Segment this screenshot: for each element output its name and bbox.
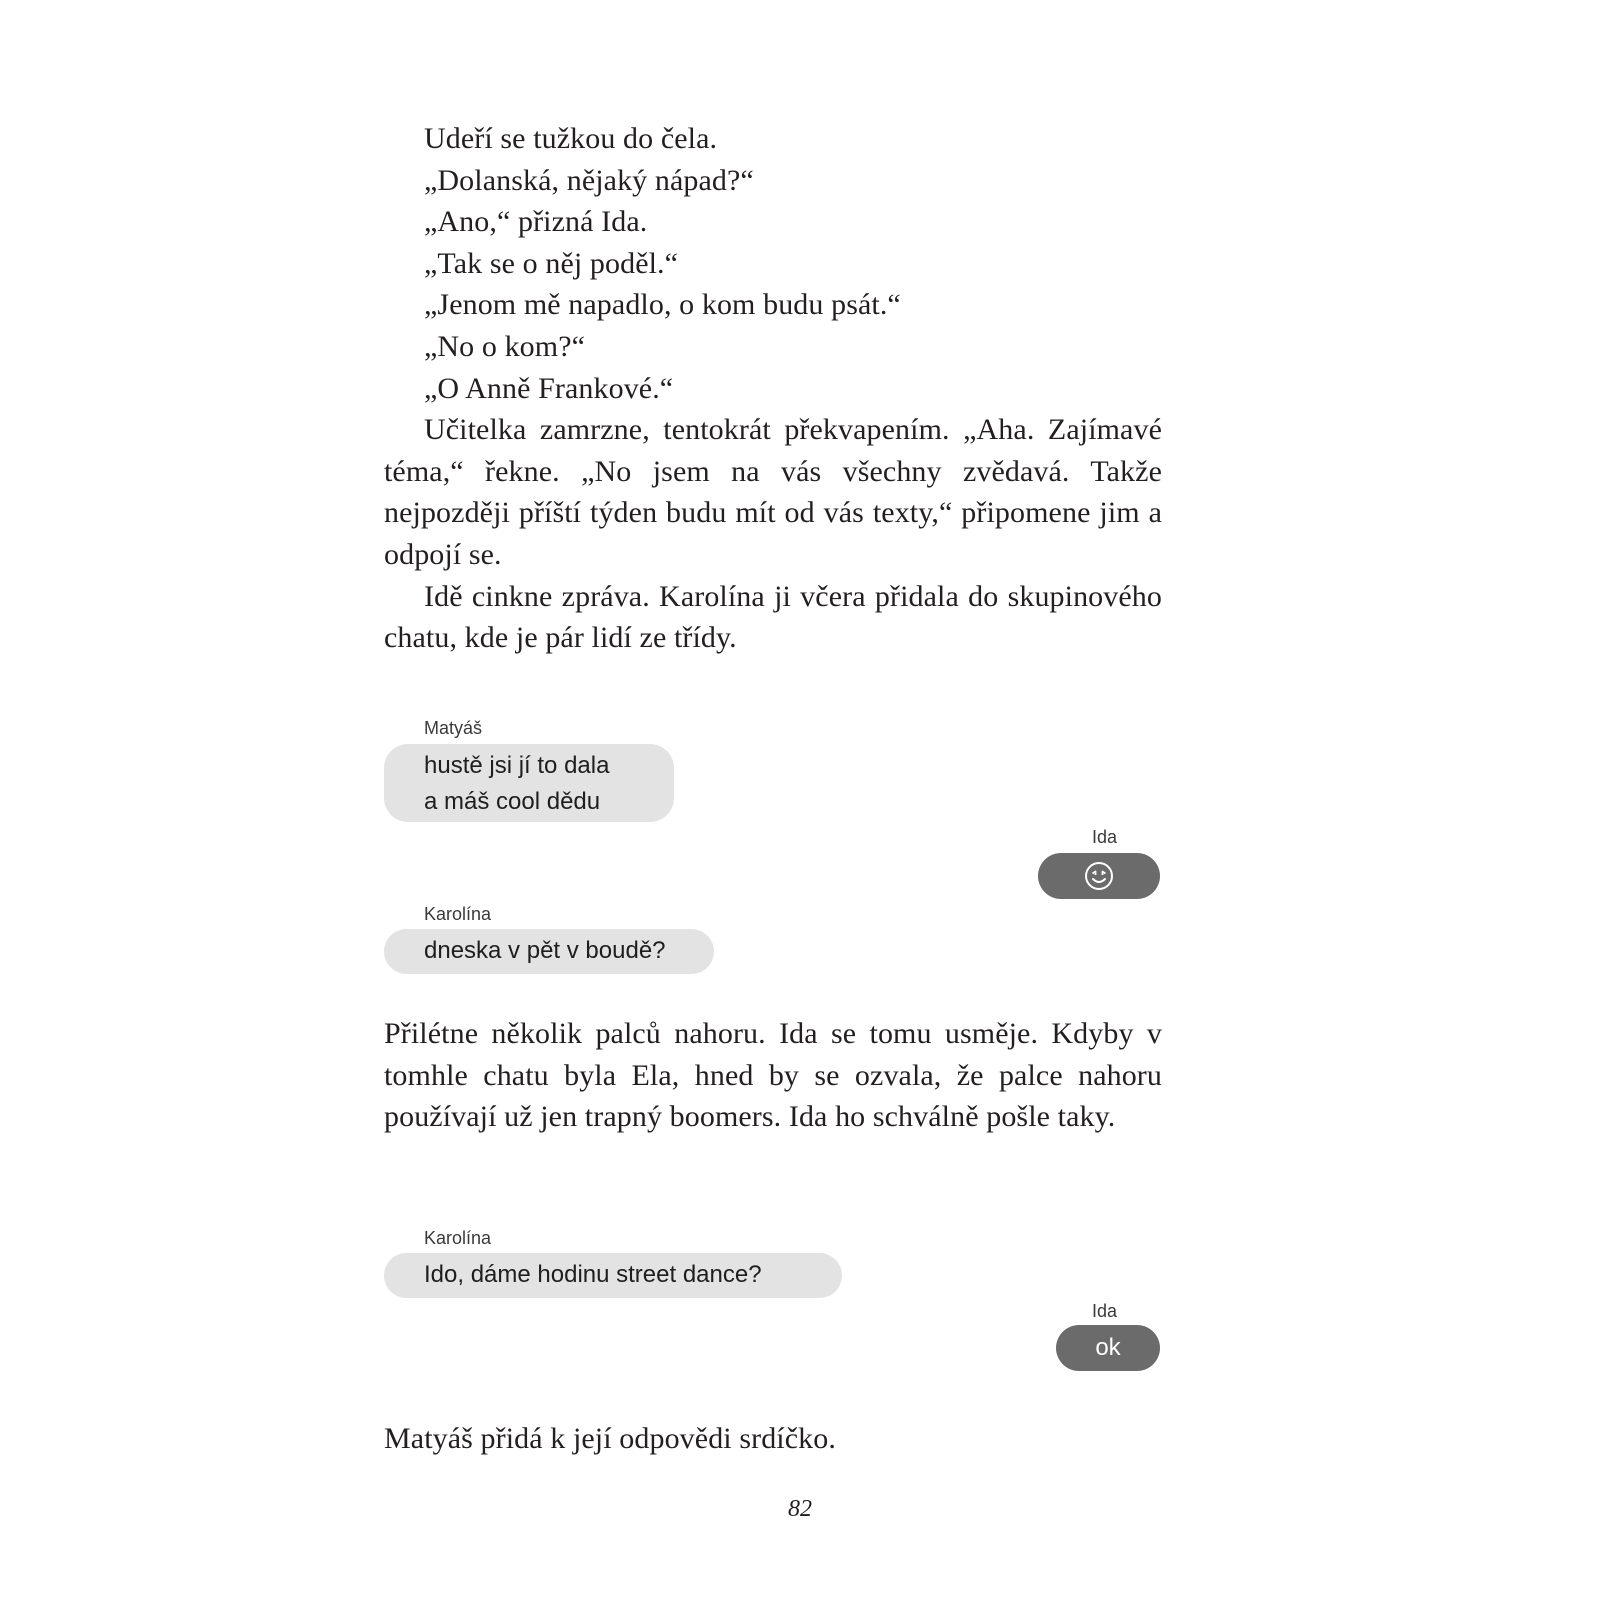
page-number: 82 bbox=[788, 1496, 812, 1522]
smiling-face-icon bbox=[1084, 861, 1114, 891]
narrative-block-top bbox=[384, 118, 1162, 659]
chat-sender-name: Matyáš bbox=[424, 718, 483, 738]
paragraph: „No o kom?“ bbox=[424, 329, 586, 363]
chat-message-incoming bbox=[384, 1253, 842, 1298]
paragraph: Udeří se tužkou do čela. bbox=[424, 122, 718, 155]
chat-message-line: Ido, dáme hodinu street dance? bbox=[424, 1261, 762, 1288]
paragraph: „Jenom mě napadlo, o kom budu psát.“ bbox=[424, 288, 901, 322]
paragraph: „Ano,“ přizná Ida. bbox=[424, 205, 648, 239]
chat-sender-name: Karolína bbox=[424, 904, 492, 924]
chat-message-outgoing bbox=[1056, 1325, 1160, 1371]
narrative-block-bottom bbox=[384, 1418, 1162, 1460]
paragraph: „Tak se o něj poděl.“ bbox=[424, 246, 679, 280]
paragraph: Přilétne několik palců nahoru. Ida se tomu usměje. Kdyby v tomhle chatu byla Ela, hned by se ozvala, že palce nahoru používají už jen trapný boomers. Ida ho schválně pošle taky. bbox=[384, 1017, 1162, 1134]
chat-message-line: a máš cool dědu bbox=[424, 788, 601, 815]
paragraph: Idě cinkne zpráva. Karolína ji včera přidala do skupinového chatu, kde je pár lidí ze třídy. bbox=[384, 579, 1162, 655]
chat-message-incoming bbox=[384, 929, 714, 974]
chat-sender-name: Karolína bbox=[424, 1228, 492, 1248]
paragraph: Matyáš přidá k její odpovědi srdíčko. bbox=[384, 1422, 836, 1455]
paragraph: „O Anně Frankové.“ bbox=[424, 371, 674, 405]
narrative-block-middle bbox=[384, 1013, 1162, 1138]
chat-message-outgoing bbox=[1038, 853, 1160, 899]
chat-message-line: dneska v pět v boudě? bbox=[424, 937, 666, 964]
chat-message-line: hustě jsi jí to dala bbox=[424, 752, 610, 779]
paragraph: Učitelka zamrzne, tentokrát překvapením. „Aha. Zajímavé téma,“ řekne. „No jsem na vás všechny zvědavá. Takže nejpozději příští týden budu mít od vás texty,“ připomene jim a odpojí se. bbox=[384, 413, 1162, 571]
chat-message-text: ok bbox=[1095, 1334, 1121, 1361]
chat-sender-name: Ida bbox=[1092, 827, 1118, 847]
chat-message-incoming bbox=[384, 744, 674, 822]
chat-sender-name: Ida bbox=[1092, 1301, 1118, 1321]
paragraph: „Dolanská, nějaký nápad?“ bbox=[424, 163, 754, 197]
